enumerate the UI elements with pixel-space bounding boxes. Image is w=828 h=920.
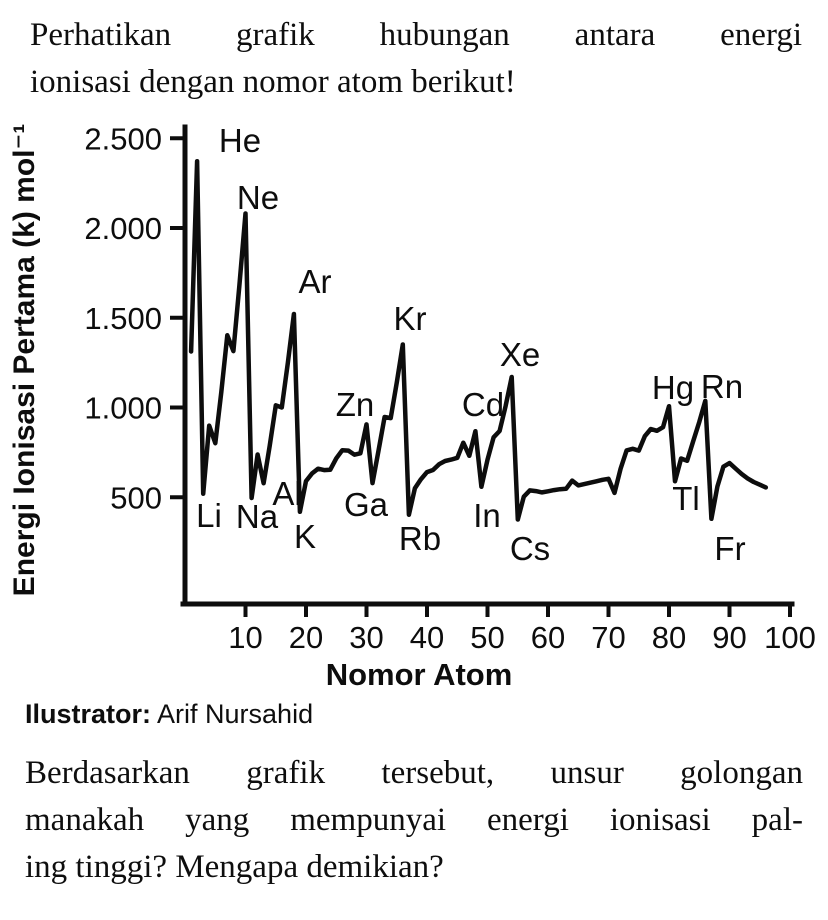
x-tick-label-90: 90	[712, 620, 747, 655]
element-label-Na: Na	[235, 498, 279, 535]
element-label-Cd: Cd	[461, 386, 505, 423]
element-label-Zn: Zn	[335, 386, 375, 423]
y-tick-label-2500: 2.500	[84, 121, 162, 157]
element-label-Li: Li	[196, 497, 222, 534]
illustrator-credit	[25, 699, 313, 730]
x-tick-label-40: 40	[409, 620, 445, 655]
question-paragraph-line-3: ing tinggi? Mengapa demikian?	[25, 849, 444, 885]
illustrator-label: Ilustrator:	[25, 699, 152, 729]
question-paragraph-line-1: Berdasarkan grafik tersebut, unsur golongan	[25, 755, 803, 791]
element-label-Al: Al	[272, 475, 302, 512]
y-tick-label-500: 500	[110, 480, 162, 516]
x-tick-label-30: 30	[349, 620, 384, 655]
question-paragraph-line-2: manakah yang mempunyai energi ionisasi pal-	[25, 802, 803, 838]
element-label-Fr: Fr	[714, 530, 746, 567]
chart-figure	[0, 105, 828, 730]
x-tick-label-80: 80	[651, 620, 687, 655]
element-label-K: K	[293, 518, 317, 555]
element-label-Tl: Tl	[672, 480, 700, 517]
element-label-Hg: Hg	[651, 369, 695, 406]
x-tick-label-50: 50	[470, 620, 505, 655]
element-label-Cs: Cs	[509, 530, 551, 567]
intro-paragraph-line-2: ionisasi dengan nomor atom berikut!	[30, 64, 516, 100]
element-label-Ne: Ne	[236, 179, 280, 216]
element-label-Rn: Rn	[700, 368, 744, 405]
element-label-He: He	[218, 122, 262, 159]
element-label-Rb: Rb	[398, 520, 442, 557]
element-label-Xe: Xe	[499, 336, 541, 373]
x-tick-label-70: 70	[591, 620, 626, 655]
intro-paragraph-line-1: Perhatikan grafik hubungan antara energi	[30, 17, 802, 53]
x-axis-title: Nomor Atom	[325, 657, 513, 692]
x-tick-label-20: 20	[288, 620, 324, 655]
x-tick-label-100: 100	[764, 620, 816, 655]
element-label-Ga: Ga	[343, 486, 389, 523]
y-axis-title: Energi Ionisasi Pertama (k) mol⁻¹	[8, 123, 41, 597]
element-label-In: In	[473, 497, 501, 534]
ionization-energy-chart	[0, 105, 828, 730]
y-tick-label-2000: 2.000	[84, 211, 162, 246]
x-tick-label-10: 10	[228, 620, 263, 655]
element-label-Kr: Kr	[393, 300, 427, 337]
y-tick-label-1000: 1.000	[84, 390, 162, 426]
element-label-Ar: Ar	[298, 263, 332, 300]
y-tick-label-1500: 1.500	[84, 300, 162, 336]
question-paragraph	[25, 750, 803, 891]
x-tick-label-60: 60	[530, 620, 566, 655]
illustrator-name: Arif Nursahid	[157, 699, 314, 729]
intro-paragraph	[30, 12, 802, 106]
